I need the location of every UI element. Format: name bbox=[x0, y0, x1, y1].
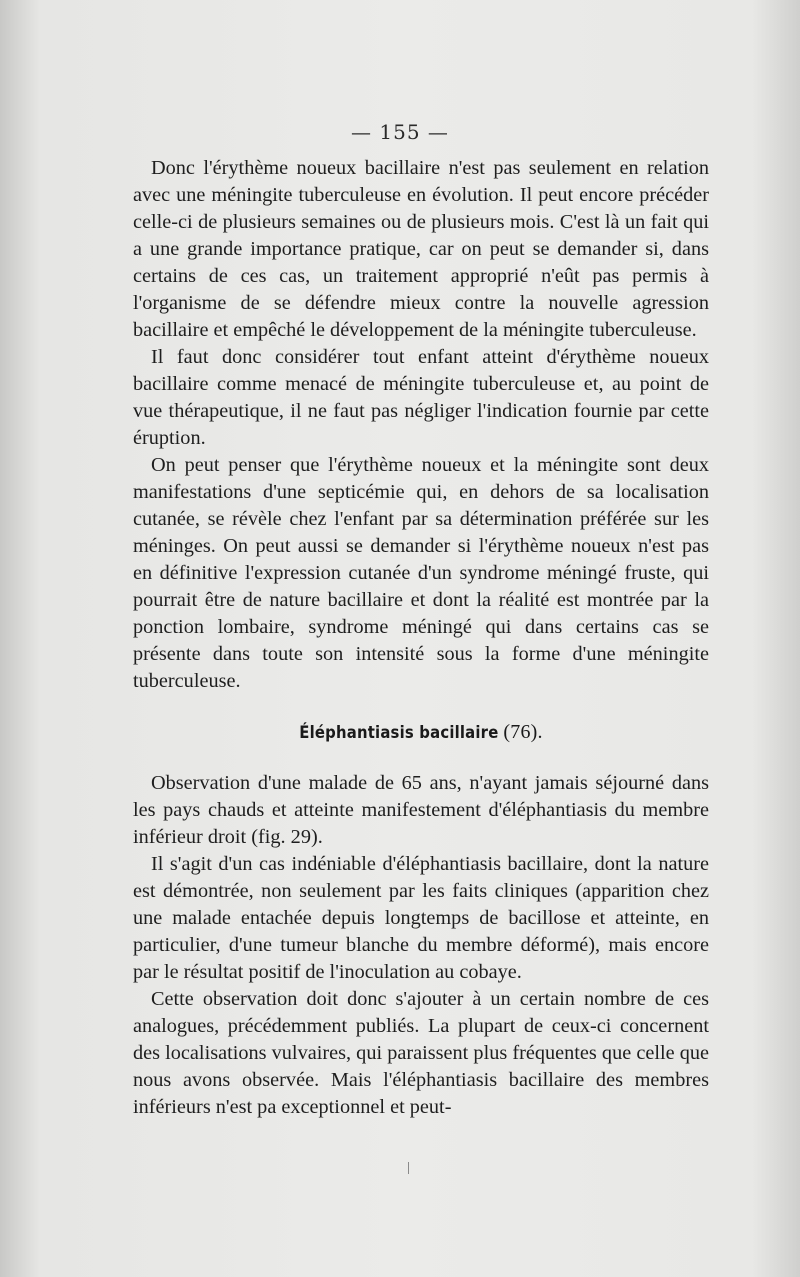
section-reference: (76). bbox=[503, 721, 543, 743]
paragraph-septicemie: On peut penser que l'érythème noueux et la méningite sont deux manifestations d'une septicémie qui, en dehors de sa localisation cutanée, se révèle chez l'enfant par sa détermination préférée sur les méninges. On peut aussi se demander si l'érythème noueux n'est pas en définitive l'expression cutanée d'un syndrome méningé fruste, qui pourrait être de nature bacillaire et dont la réalité est montrée par la ponction lombaire, syndrome méningé qui dans certains cas se présente dans toute son intensité sous la forme d'une méningite tuberculeuse. bbox=[133, 454, 709, 692]
section-heading bbox=[133, 719, 709, 746]
page-number: — 155 — bbox=[351, 120, 449, 144]
paragraph-enfant-menace: Il faut donc considérer tout enfant atteint d'érythème noueux bacillaire comme menacé de méningite tuberculeuse et, au point de vue thérapeutique, il ne faut pas négliger l'indication fournie par cette éruption. bbox=[133, 346, 709, 449]
print-mark bbox=[408, 1162, 409, 1174]
paragraph-cas-indeniable: Il s'agit d'un cas indéniable d'éléphantiasis bacillaire, dont la nature est démontrée, non seulement par les faits cliniques (apparition chez une malade entachée depuis longtemps de bacillose et atteinte, en particulier, d'une tumeur blanche du membre déformé), mais encore par le résultat positif de l'inoculation au cobaye. bbox=[133, 853, 709, 983]
paragraph-analogues: Cette observation doit donc s'ajouter à un certain nombre de ces analogues, précédemment publiés. La plupart de ceux-ci concernent des localisations vulvaires, qui paraissent plus fréquentes que celle que nous avons observée. Mais l'éléphantiasis bacillaire des membres inférieurs n'est pa exceptionnel et peut- bbox=[133, 988, 709, 1118]
paragraph-observation: Observation d'une malade de 65 ans, n'ayant jamais séjourné dans les pays chauds et atteinte manifestement d'éléphantiasis du membre inférieur droit (fig. 29). bbox=[133, 772, 709, 848]
section-title: Éléphantiasis bacillaire bbox=[299, 723, 499, 742]
paragraph-erytheme-meningite: Donc l'érythème noueux bacillaire n'est pas seulement en relation avec une méningite tuberculeuse en évolution. Il peut encore précéder celle-ci de plusieurs semaines ou de plusieurs mois. C'est là un fait qui a une grande importance pratique, car on peut se demander si, dans certains de ces cas, un traitement approprié n'eût pas permis à l'organisme de se défendre mieux contre la nouvelle agression bacillaire et empêché le développement de la méningite tuberculeuse. bbox=[133, 157, 709, 341]
page-body bbox=[133, 155, 709, 1121]
